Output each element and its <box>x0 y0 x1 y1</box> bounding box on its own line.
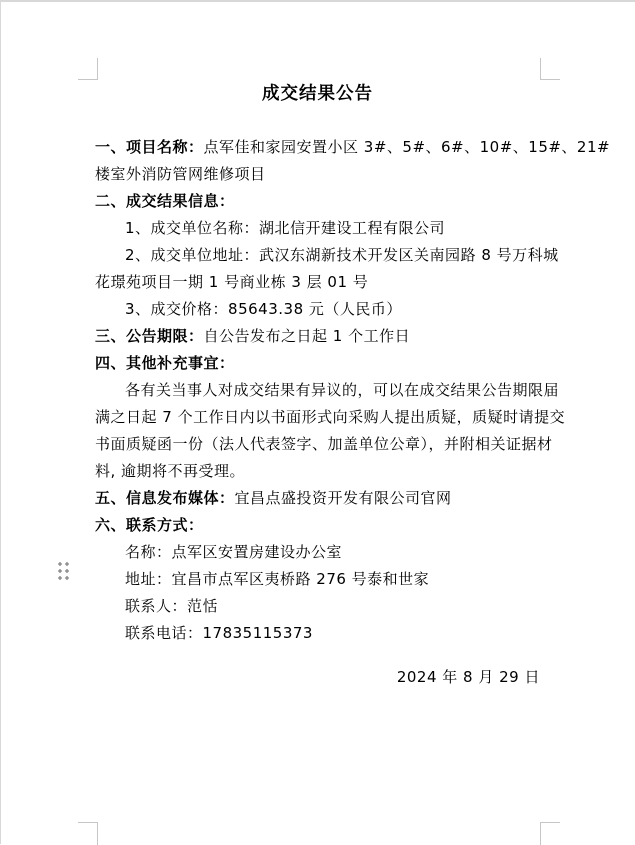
handle-dot <box>58 576 62 580</box>
line-text: 2、成交单位地址：武汉东湖新技术开发区关南园路 8 号万科城 <box>125 246 559 264</box>
para-objection-line-3 <box>95 431 553 458</box>
line-text: 名称：点军区安置房建设办公室 <box>125 543 343 561</box>
line-text: 联系人：范恬 <box>125 597 219 615</box>
heading-result-info <box>95 188 540 215</box>
handle-dot <box>65 569 69 573</box>
line-contact-address <box>95 566 540 593</box>
document-date: 2024 年 8 月 29 日 <box>396 668 540 686</box>
margin-crop-mark-bottom-left <box>78 822 98 845</box>
heading-publish-media: 五、信息发布媒体： <box>95 489 235 507</box>
line-winner-address <box>95 242 559 269</box>
margin-crop-mark-top-left <box>78 58 98 80</box>
line-winner-address-continued <box>95 269 540 296</box>
line-text: 满之日起 7 个工作日内以书面形式向采购人提出质疑，质疑时请提交 <box>95 408 566 426</box>
line-text: 联系电话：17835115373 <box>125 624 313 642</box>
margin-crop-mark-bottom-right <box>540 822 560 845</box>
six-dot-drag-handle-icon[interactable] <box>58 562 69 580</box>
line-contact-phone <box>95 620 540 647</box>
heading-text: 二、成交结果信息： <box>95 192 235 210</box>
line-price <box>95 296 540 323</box>
line-text: 料, 逾期将不再受理。 <box>95 462 246 480</box>
line-project-name <box>95 134 611 161</box>
heading-project-name: 一、项目名称： <box>95 138 204 156</box>
handle-dot <box>58 562 62 566</box>
line-text: 1、成交单位名称：湖北信开建设工程有限公司 <box>125 219 446 237</box>
para-objection-line-1 <box>95 377 560 404</box>
line-text: 花璟苑项目一期 1 号商业栋 3 层 01 号 <box>95 273 369 291</box>
heading-contact <box>95 512 540 539</box>
heading-announcement-period: 三、公告期限： <box>95 327 204 345</box>
document-body <box>95 134 611 691</box>
heading-supplementary <box>95 350 540 377</box>
para-objection-line-2 <box>95 404 566 431</box>
line-text: 书面质疑函一份（法人代表签字、加盖单位公章），并附相关证据材 <box>95 435 553 453</box>
document-title: 成交结果公告 <box>262 84 373 104</box>
line-text: 各有关当事人对成交结果有异议的，可以在成交结果公告期限届 <box>125 381 560 399</box>
page-edge-left <box>0 0 1 844</box>
line-text: 3、成交价格：85643.38 元（人民币） <box>125 300 402 318</box>
margin-crop-mark-top-right <box>540 58 560 80</box>
line-project-name-continued <box>95 161 540 188</box>
para-objection-line-4 <box>95 458 540 485</box>
line-text: 宜昌点盛投资开发有限公司官网 <box>234 489 452 507</box>
line-announcement-period <box>95 323 540 350</box>
handle-dot <box>65 576 69 580</box>
line-publish-media <box>95 485 540 512</box>
handle-dot <box>58 569 62 573</box>
handle-dot <box>65 562 69 566</box>
heading-text: 四、其他补充事宜： <box>95 354 235 372</box>
line-text: 点军佳和家园安置小区 3#、5#、6#、10#、15#、21# <box>203 138 611 156</box>
page-edge-top <box>0 0 635 2</box>
line-text: 地址：宜昌市点军区夷桥路 276 号泰和世家 <box>125 570 430 588</box>
line-contact-person <box>95 593 540 620</box>
heading-text: 六、联系方式： <box>95 516 204 534</box>
line-text: 自公告发布之日起 1 个工作日 <box>203 327 411 345</box>
line-winner-name <box>95 215 540 242</box>
line-text: 楼室外消防管网维修项目 <box>95 165 266 183</box>
line-contact-name <box>95 539 540 566</box>
